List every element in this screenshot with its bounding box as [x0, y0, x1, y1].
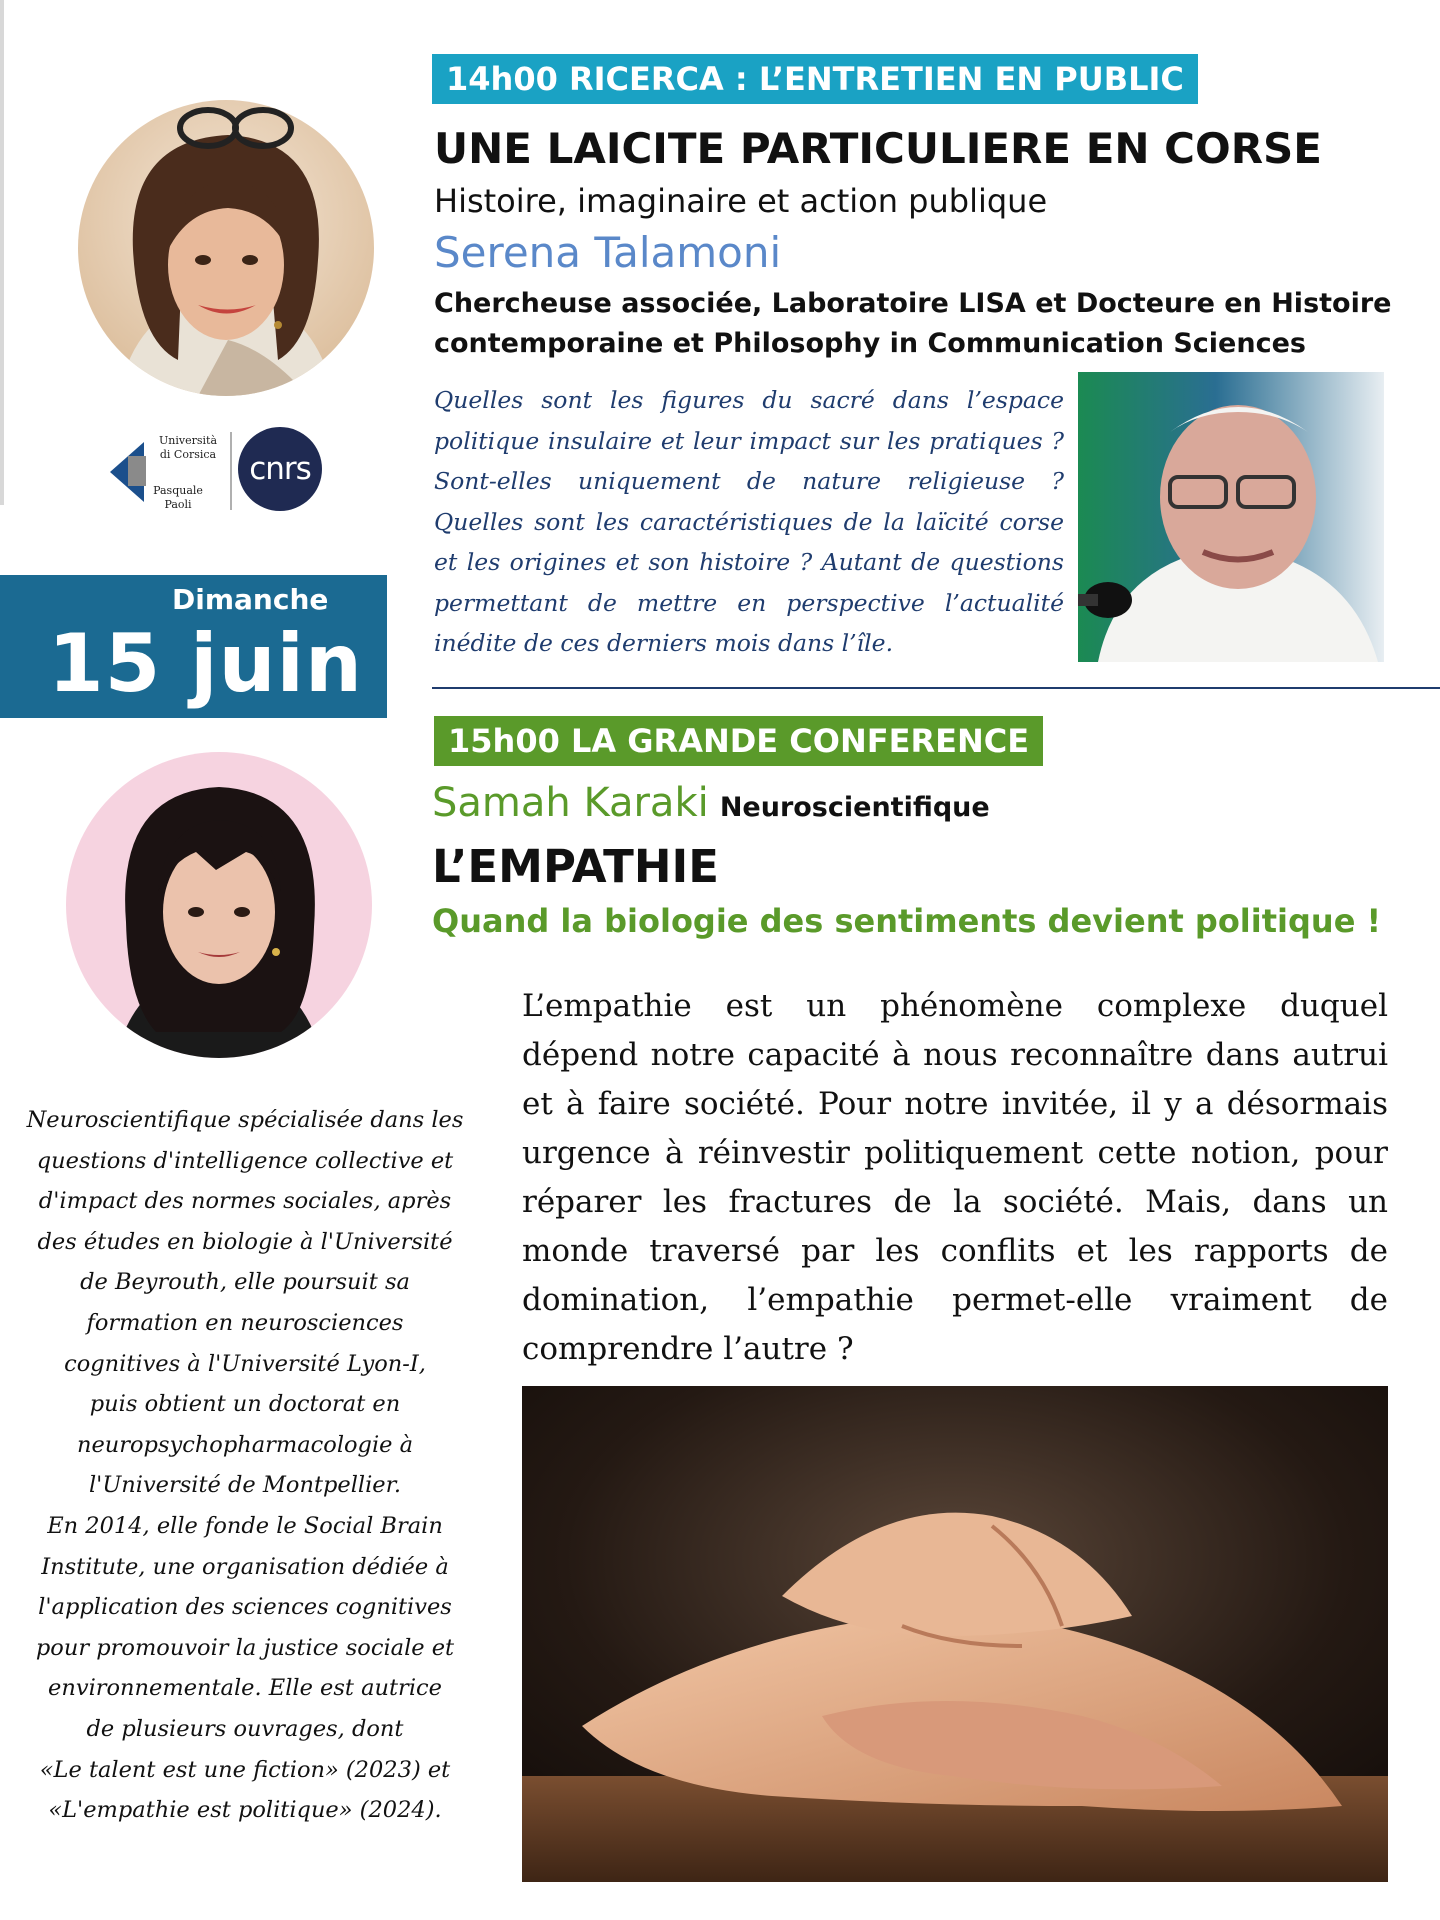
left-edge-line [0, 0, 4, 505]
hands-photo [522, 1386, 1388, 1882]
section-separator [432, 687, 1440, 689]
session1-speaker-role: Chercheuse associée, Laboratoire LISA et Docteure en Histoire contemporaine et Philosophy in Communication Sciences [434, 288, 1392, 359]
cnrs-logo: cnrs [238, 427, 322, 511]
portrait-samah-karaki [66, 752, 372, 1058]
session1-title: UNE LAICITE PARTICULIERE EN CORSE [434, 124, 1322, 173]
session2-speaker-role: Neuroscientifique [719, 792, 990, 823]
session2-speaker-name: Samah Karaki [432, 780, 709, 826]
date-day: Dimanche [172, 583, 329, 616]
logo-divider [230, 432, 232, 510]
session1-subtitle: Histoire, imaginaire et action publique [434, 182, 1048, 220]
universita-di-corsica-logo [108, 428, 228, 516]
session2-title: L’EMPATHIE [432, 840, 719, 893]
session1-speaker-name: Serena Talamoni [434, 228, 782, 277]
date-box [0, 575, 387, 718]
svg-text:di Corsica: di Corsica [159, 448, 217, 461]
session2-banner: 15h00 LA GRANDE CONFERENCE [434, 716, 1043, 766]
session1-banner: 14h00 RICERCA : L’ENTRETIEN EN PUBLIC [432, 54, 1198, 104]
portrait-serena-talamoni [78, 100, 374, 396]
svg-text:Pasquale: Pasquale [153, 484, 203, 497]
session2-speaker [432, 780, 990, 826]
svg-text:Università: Università [159, 434, 217, 447]
pope-photo [1078, 372, 1384, 662]
date-value: 15 juin [48, 617, 363, 710]
session2-subtitle: Quand la biologie des sentiments devient politique ! [432, 902, 1382, 940]
session2-description: L’empathie est un phénomène complexe duquel dépend notre capacité à nous reconnaître dans autrui et à faire société. Pour notre invitée, il y a désormais urgence à réinvestir politiquement cette notion, pour réparer les fractures de la société. Mais, dans un monde traversé par les conflits et les rapports de domination, l’empathie permet-elle vraiment de comprendre l’autre ? [522, 988, 1388, 1367]
speaker-biography: Neuroscientifique spécialisée dans les questions d'intelligence collective et d'impact des normes sociales, après des études en biologie à l'Université de Beyrouth, elle poursuit sa formation en neurosciences cognitives à l'Université Lyon-I, puis obtient un doctorat en neuropsychopharmacologie à l'Université de Montpellier. En 2014, elle fonde le Social Brain Institute, une organisation dédiée à l'application des sciences cognitives pour promouvoir la justice sociale et environnementale. Elle est autrice de plusieurs ouvrages, dont «Le talent est une fiction» (2023) et «L'empathie est politique» (2024). [26, 1107, 464, 1824]
session1-description: Quelles sont les figures du sacré dans l’espace politique insulaire et leur impact sur les pratiques ? Sont-elles uniquement de nature religieuse ? Quelles sont les caractéristiques de la laïcité corse et les origines et son histoire ? Autant de questions permettant de mettre en perspective l’actualité inédite de ces derniers mois dans l’île. [434, 386, 1064, 657]
svg-text:Paoli: Paoli [164, 498, 192, 511]
